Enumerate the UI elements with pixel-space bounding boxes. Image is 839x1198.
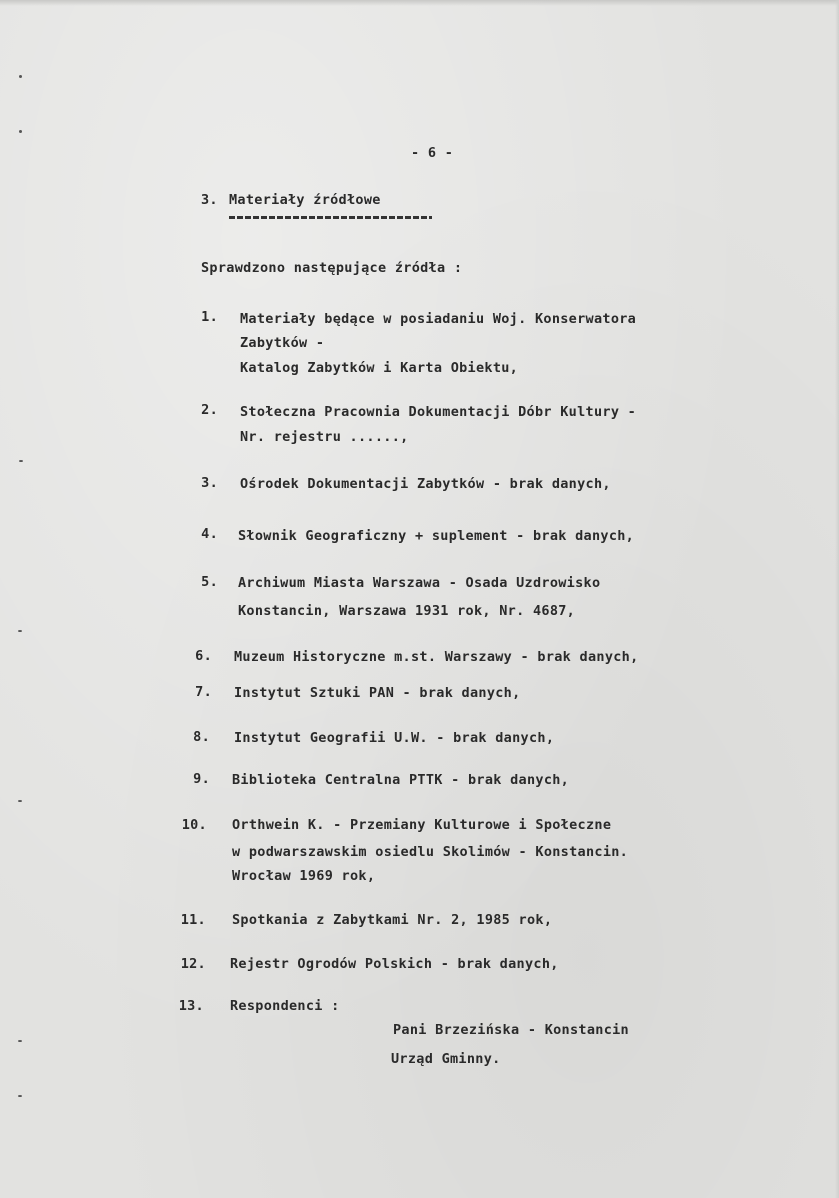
list-item-line: Instytut Sztuki PAN - brak danych, xyxy=(234,685,521,701)
list-item-number: 3. xyxy=(201,475,218,491)
list-item-line: Instytut Geografii U.W. - brak danych, xyxy=(234,730,555,746)
list-item-line: w podwarszawskim osiedlu Skolimów - Konstancin. xyxy=(232,844,629,860)
list-item-line: Stołeczna Pracownia Dokumentacji Dóbr Kultury - xyxy=(240,404,637,420)
respondent-line: Pani Brzezińska - Konstancin xyxy=(393,1022,629,1038)
list-item-line: Respondenci : xyxy=(230,998,340,1014)
list-item-number: 12. xyxy=(180,956,206,972)
section-number: 3. xyxy=(201,192,218,208)
list-item-number: 10. xyxy=(181,817,207,833)
margin-speck xyxy=(18,1095,22,1097)
intro-text: Sprawdzono następujące źródła : xyxy=(201,260,463,276)
respondent-line: Urząd Gminny. xyxy=(391,1051,501,1067)
section-title-underline xyxy=(229,216,432,219)
section-title: Materiały źródłowe xyxy=(229,192,381,208)
list-item-line: Biblioteka Centralna PTTK - brak danych, xyxy=(232,772,570,788)
list-item-line: Katalog Zabytków i Karta Obiektu, xyxy=(240,360,519,376)
list-item-line: Słownik Geograficzny + suplement - brak danych, xyxy=(238,528,635,544)
page-number: - 6 - xyxy=(411,145,454,161)
list-item-line: Konstancin, Warszawa 1931 rok, Nr. 4687, xyxy=(238,603,576,619)
list-item-line: Nr. rejestru ......, xyxy=(240,429,409,445)
list-item-line: Materiały będące w posiadaniu Woj. Konserwatora xyxy=(240,311,637,327)
scan-edge-right xyxy=(835,0,839,1198)
list-item-line: Archiwum Miasta Warszawa - Osada Uzdrowisko xyxy=(238,575,601,591)
list-item-line: Rejestr Ogrodów Polskich - brak danych, xyxy=(230,956,559,972)
list-item-number: 1. xyxy=(201,309,218,325)
margin-speck xyxy=(18,1040,22,1042)
scan-edge-top xyxy=(0,0,839,6)
list-item-line: Muzeum Historyczne m.st. Warszawy - brak danych, xyxy=(234,649,639,665)
list-item-number: 8. xyxy=(193,729,210,745)
list-item-number: 7. xyxy=(195,684,212,700)
list-item-number: 11. xyxy=(180,912,206,928)
list-item-line: Zabytków - xyxy=(240,335,325,351)
list-item-number: 4. xyxy=(201,526,218,542)
list-item-number: 9. xyxy=(193,771,210,787)
margin-speck xyxy=(19,460,23,462)
list-item-line: Wrocław 1969 rok, xyxy=(232,868,376,884)
margin-speck xyxy=(19,75,22,78)
list-item-line: Spotkania z Zabytkami Nr. 2, 1985 rok, xyxy=(232,912,553,928)
margin-speck xyxy=(18,630,22,632)
list-item-line: Ośrodek Dokumentacji Zabytków - brak danych, xyxy=(240,476,611,492)
list-item-number: 6. xyxy=(195,648,212,664)
list-item-number: 13. xyxy=(178,998,204,1014)
margin-speck xyxy=(18,800,22,802)
list-item-line: Orthwein K. - Przemiany Kulturowe i Społeczne xyxy=(232,817,612,833)
list-item-number: 5. xyxy=(201,574,218,590)
list-item-number: 2. xyxy=(201,402,218,418)
margin-speck xyxy=(19,130,22,133)
